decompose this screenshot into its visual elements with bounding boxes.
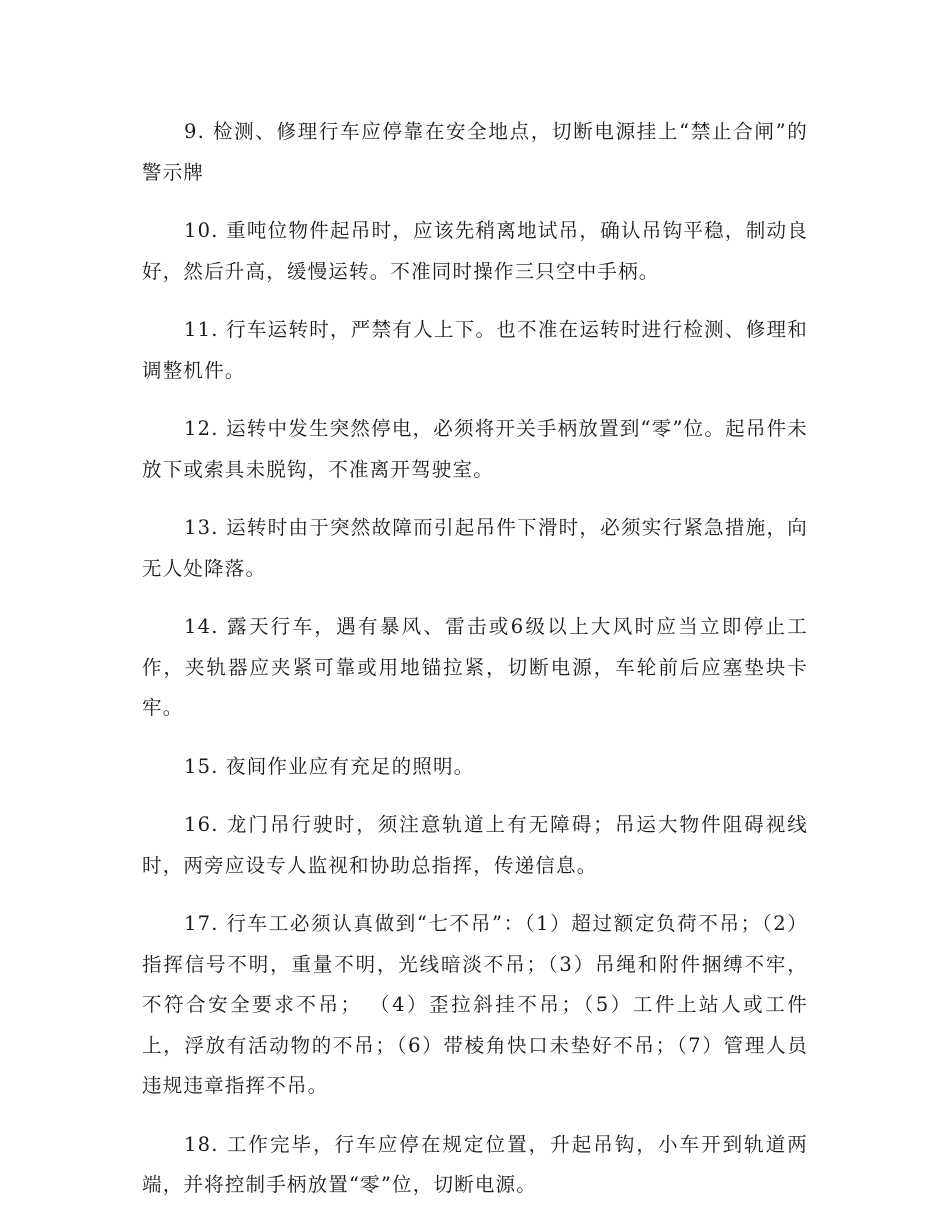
paragraph-11: 11. 行车运转时，严禁有人上下。也不准在运转时进行检测、修理和调整机件。 bbox=[142, 318, 808, 382]
paragraph-12: 12. 运转中发生突然停电，必须将开关手柄放置到“零”位。起吊件未放下或索具未脱钩，不准离开驾驶室。 bbox=[142, 417, 808, 481]
paragraph-15: 15. 夜间作业应有充足的照明。 bbox=[184, 754, 475, 778]
paragraph-18: 18. 工作完毕，行车应停在规定位置，升起吊钩，小车开到轨道两端，并将控制手柄放置“零”位，切断电源。 bbox=[142, 1132, 808, 1196]
paragraph-14: 14. 露天行车，遇有暴风、雷击或6级以上大风时应当立即停止工作，夹轨器应夹紧可靠或用地锚拉紧，切断电源，车轮前后应塞垫块卡牢。 bbox=[142, 615, 808, 719]
paragraph-13: 13. 运转时由于突然故障而引起吊件下滑时，必须实行紧急措施，向无人处降落。 bbox=[142, 516, 808, 580]
document-body bbox=[142, 112, 808, 1224]
paragraph-9: 9. 检测、修理行车应停靠在安全地点，切断电源挂上“禁止合闸”的警示牌 bbox=[142, 120, 808, 184]
paragraph-16: 16. 龙门吊行驶时，须注意轨道上有无障碍；吊运大物件阻碍视线时，两旁应设专人监视和协助总指挥，传递信息。 bbox=[142, 813, 808, 877]
paragraph-17: 17. 行车工必须认真做到“七不吊”：（1）超过额定负荷不吊；（2）指挥信号不明，重量不明，光线暗淡不吊；（3）吊绳和附件捆缚不牢，不符合安全要求不吊； （4）歪拉斜挂不吊；（5）工件上站人或工件上，浮放有活动物的不吊；（6）带棱角快口未垫好不吊；（7）管理人员违规违章指挥不吊。 bbox=[142, 912, 808, 1097]
paragraph-10: 10. 重吨位物件起吊时，应该先稍离地试吊，确认吊钩平稳，制动良好，然后升高，缓慢运转。不准同时操作三只空中手柄。 bbox=[142, 219, 808, 283]
